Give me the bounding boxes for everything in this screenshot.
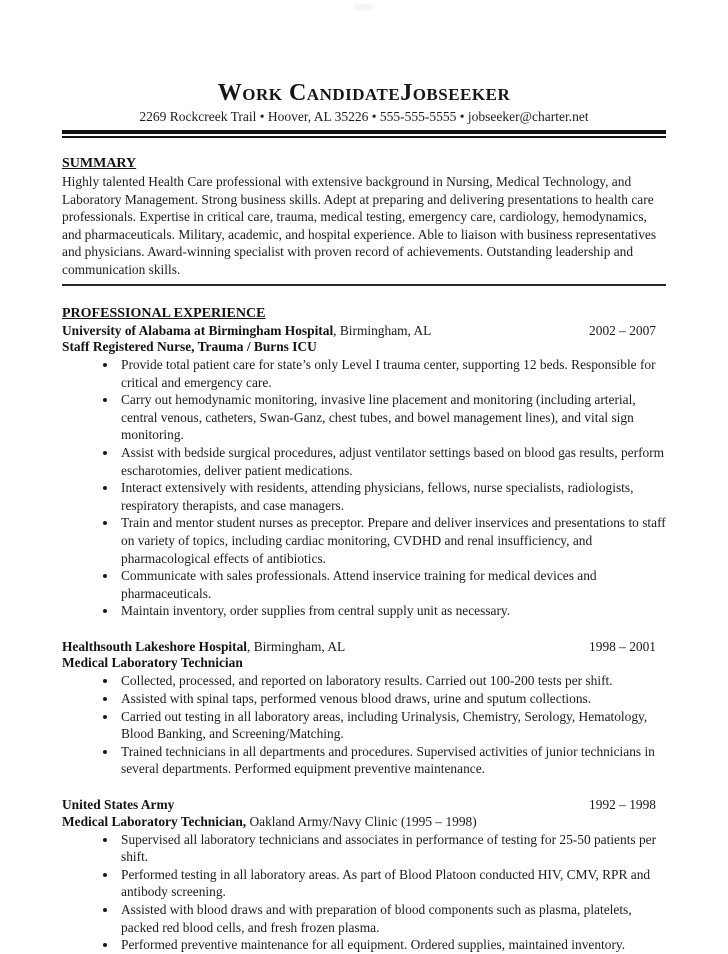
job-title-line: [62, 655, 666, 672]
job-bullet: • Train and mentor student nurses as preceptor. Prepare and deliver inservices and presentations to staff on variety of topics, including cardiac monitoring, CVDHD and renal insufficiency, and pharmacological effects of antibiotics.: [118, 514, 666, 567]
job-employer-line: [62, 639, 345, 656]
job-bullet: • Supervised all laboratory technicians and associates in performance of testing for 25-50 patients per shift.: [118, 831, 666, 866]
contact-line: 2269 Rockcreek Trail • Hoover, AL 35226 • 555-555-5555 • jobseeker@charter.net: [139, 109, 589, 124]
employer-location: , Birmingham, AL: [333, 322, 432, 338]
job-dates: 1992 – 1998: [589, 797, 656, 813]
employer-name: United States Army: [62, 797, 175, 813]
job-bullet: • Assisted with spinal taps, performed venous blood draws, urine and sputum collections.: [118, 690, 666, 708]
job-bullet: • Performed preventive maintenance for all equipment. Ordered supplies, maintained inventory.: [118, 936, 666, 954]
job-bullet: • Carried out testing in all laboratory areas, including Urinalysis, Chemistry, Serology, Hematology, Blood Banking, and Screening/Matching.: [118, 708, 666, 743]
job-bullet: • Assist with bedside surgical procedures, adjust ventilator settings based on blood gas results, perform escharotomies, deliver patient medications.: [118, 444, 666, 479]
job-title-line: [62, 339, 666, 356]
employer-location: , Birmingham, AL: [247, 638, 346, 654]
scan-artifact-mark: [353, 4, 373, 10]
job-header: [62, 797, 666, 814]
job-bullet-list: [62, 356, 666, 620]
job-bullet-list: [62, 672, 666, 778]
summary-bottom-rule: [62, 284, 666, 286]
job-header: [62, 639, 666, 656]
job-bullet: • Assisted with blood draws and with preparation of blood components such as plasma, platelets, packed red blood cells, and fresh frozen plasma.: [118, 901, 666, 936]
job-bullet: • Trained technicians in all departments and procedures. Supervised activities of junior technicians in several departments. Performed equipment preventive maintenance.: [118, 743, 666, 778]
job-title: Medical Laboratory Technician,: [62, 813, 247, 829]
job-title-detail: Oakland Army/Navy Clinic (1995 – 1998): [246, 813, 477, 829]
job-bullet: • Maintain inventory, order supplies from central supply unit as necessary.: [118, 602, 666, 620]
job-title: Staff Registered Nurse, Trauma / Burns ICU: [62, 339, 317, 355]
job-header: [62, 323, 666, 340]
job-entry-healthsouth: [62, 639, 666, 778]
employer-name: Healthsouth Lakeshore Hospital: [62, 638, 248, 654]
employer-name: University of Alabama at Birmingham Hospital: [62, 322, 334, 338]
job-dates: 1998 – 2001: [589, 638, 656, 654]
job-bullet: • Performed testing in all laboratory areas. As part of Blood Platoon conducted HIV, CMV, RPR and antibody screening.: [118, 866, 666, 901]
job-bullet: • Collected, processed, and reported on laboratory results. Carried out 100-200 tests per shift.: [118, 672, 666, 690]
job-bullet-list: [62, 831, 666, 954]
job-employer-line: [62, 323, 431, 340]
job-entry-uab-hospital: [62, 323, 666, 620]
experience-heading: PROFESSIONAL EXPERIENCE: [62, 305, 266, 321]
job-bullet: • Communicate with sales professionals. Attend inservice training for medical devices and pharmaceuticals.: [118, 567, 666, 602]
job-dates: 2002 – 2007: [589, 322, 656, 338]
job-entry-us-army: [62, 797, 666, 954]
job-employer-line: [62, 797, 174, 814]
summary-text: Highly talented Health Care professional with extensive background in Nursing, Medical Technology, and Laboratory Management. Strong business skills. Adept at preparing and delivering presentations to health care professionals. Expertise in critical care, trauma, medical testing, emergency care, cardiology, hemodynamics, and pharmaceuticals. Military, academic, and hospital experience. Able to liaison with business representatives and physicians. Award-winning specialist with proven record of achievements. Outstanding leadership and communication skills.: [62, 174, 657, 277]
job-title: Medical Laboratory Technician: [62, 655, 243, 671]
candidate-name: Work CandidateJobseeker: [217, 80, 511, 106]
job-bullet: • Carry out hemodynamic monitoring, invasive line placement and monitoring (including arterial, central venous, catheters, Swan-Ganz, chest tubes, and bowel management lines), and vital sign monitoring.: [118, 391, 666, 444]
job-bullet: • Provide total patient care for state’s only Level I trauma center, supporting 12 beds. Responsible for critical and emergency care.: [118, 356, 666, 391]
job-bullet: • Interact extensively with residents, attending physicians, fellows, nurse specialists, radiologists, respiratory therapists, and case managers.: [118, 479, 666, 514]
job-title-line: [62, 814, 666, 831]
summary-heading: SUMMARY: [62, 156, 137, 171]
header-double-rule: [62, 130, 666, 138]
